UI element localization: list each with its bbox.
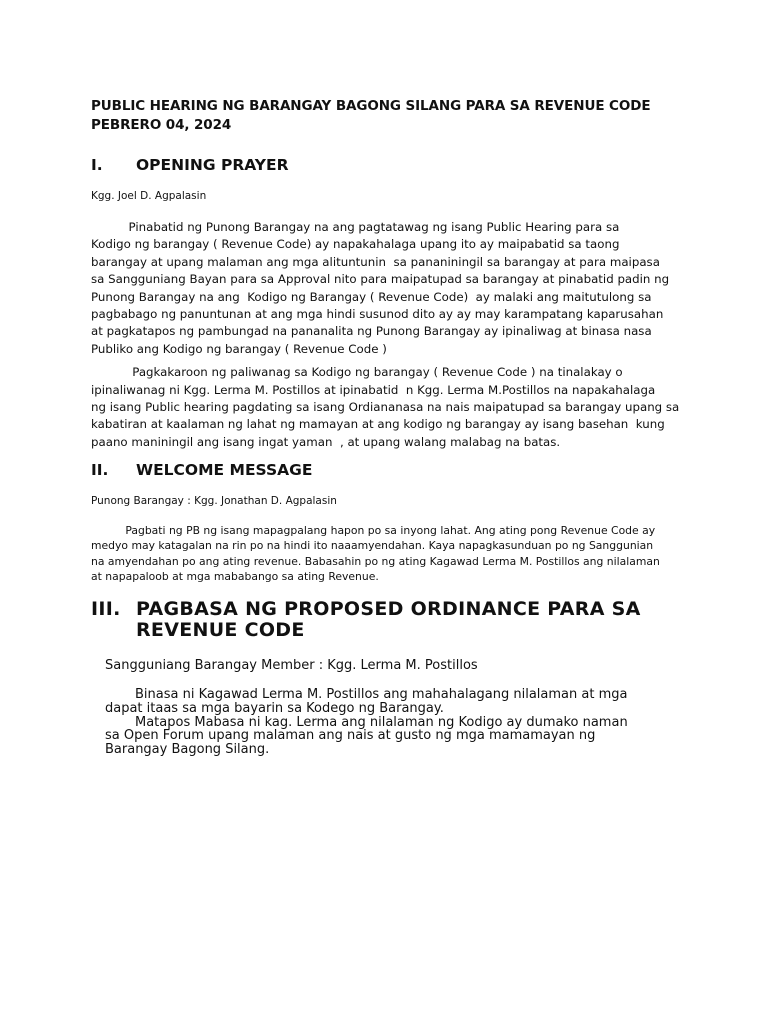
paragraph-line: at pagkatapos ng pambungad na pananalita ng Punong Barangay ay ipinaliwag at binasa nasa bbox=[91, 324, 652, 339]
paragraph-line: Pinabatid ng Punong Barangay na ang pagtatawag ng isang Public Hearing para sa bbox=[91, 220, 620, 234]
section-3-title-line-2: REVENUE CODE bbox=[136, 619, 305, 642]
section-1-number: I. bbox=[91, 156, 103, 174]
section-2-title: WELCOME MESSAGE bbox=[136, 461, 313, 480]
section-1-speaker: Kgg. Joel D. Agpalasin bbox=[91, 190, 207, 202]
paragraph-line: at napapaloob at mga mababango sa ating Revenue. bbox=[91, 569, 379, 583]
paragraph-line: Binasa ni Kagawad Lerma M. Postillos ang mahahalagang nilalaman at mga bbox=[135, 687, 628, 703]
title-line-1: PUBLIC HEARING NG BARANGAY BAGONG SILANG PARA SA REVENUE CODE bbox=[91, 98, 651, 114]
section-2-number: II. bbox=[91, 461, 109, 480]
paragraph-line: na amyendahan po ang ating revenue. Babasahin po ng ating Kagawad Lerma M. Postillos ang nilalaman bbox=[91, 554, 660, 568]
paragraph-line: sa Sangguniang Bayan para sa Approval nito para maipatupad sa barangay at pinabatid padin ng bbox=[91, 272, 670, 287]
paragraph-line: pagbabago ng panuntunan at ang mga hindi susunod dito ay ay may karampatang kaparusahan bbox=[91, 307, 664, 322]
paragraph-line: barangay at upang malaman ang mga alituntunin sa pananiningil sa barangay at para maipasa bbox=[91, 254, 660, 269]
paragraph-line: kabatiran at kaalaman ng lahat ng mamayan at ang kodigo ng barangay ay isang basehan kung bbox=[91, 417, 665, 432]
paragraph-line: Punong Barangay na ang Kodigo ng Barangay ( Revenue Code) ay malaki ang maitutulong sa bbox=[91, 289, 652, 304]
paragraph-line: medyo may katagalan na rin po na hindi ito naaamyendahan. Kaya napagkasunduan po ng Sanggunian bbox=[91, 539, 654, 553]
paragraph-line: Publiko ang Kodigo ng barangay ( Revenue Code ) bbox=[91, 341, 387, 356]
title-date: PEBRERO 04, 2024 bbox=[91, 117, 232, 133]
section-2-speaker: Punong Barangay : Kgg. Jonathan D. Agpalasin bbox=[91, 495, 337, 508]
section-1-paragraph-1 bbox=[91, 219, 691, 358]
section-3-paragraph bbox=[91, 688, 691, 757]
paragraph-line: dapat itaas sa mga bayarin sa Kodego ng Barangay. bbox=[105, 700, 444, 716]
section-3-title-line-1: PAGBASA NG PROPOSED ORDINANCE PARA SA bbox=[136, 598, 641, 621]
section-1-title: OPENING PRAYER bbox=[136, 156, 289, 174]
paragraph-line: Barangay Bagong Silang. bbox=[105, 742, 270, 758]
paragraph-line: Kodigo ng barangay ( Revenue Code) ay napakahalaga upang ito ay maipabatid sa taong bbox=[91, 237, 620, 252]
document-page bbox=[91, 97, 691, 757]
section-3-heading bbox=[91, 599, 691, 641]
section-2-heading bbox=[91, 460, 691, 480]
document-title bbox=[91, 97, 691, 135]
paragraph-line: ng isang Public hearing pagdating sa isang Ordiananasa na nais maipatupad sa barangay upang sa bbox=[91, 400, 680, 415]
paragraph-line: ipinaliwanag ni Kgg. Lerma M. Postillos at ipinabatid n Kgg. Lerma M.Postillos na napakahalaga bbox=[91, 382, 656, 397]
paragraph-line: paano maniningil ang isang ingat yaman , at upang walang malabag na batas. bbox=[91, 434, 561, 449]
section-1-heading bbox=[91, 155, 691, 175]
paragraph-line: Pagbati ng PB ng isang mapagpalang hapon po sa inyong lahat. Ang ating pong Revenue Code ay bbox=[91, 524, 656, 538]
paragraph-line: Pagkakaroon ng paliwanag sa Kodigo ng barangay ( Revenue Code ) na tinalakay o bbox=[91, 365, 623, 380]
section-3-number: III. bbox=[91, 598, 121, 621]
section-1-paragraph-2 bbox=[91, 364, 691, 451]
section-3-speaker: Sangguniang Barangay Member : Kgg. Lerma M. Postillos bbox=[105, 658, 478, 674]
paragraph-line: Matapos Mabasa ni kag. Lerma ang nilalaman ng Kodigo ay dumako naman bbox=[135, 714, 628, 730]
section-2-paragraph bbox=[91, 523, 691, 584]
paragraph-line: sa Open Forum upang malaman ang nais at gusto ng mga mamamayan ng bbox=[105, 728, 596, 744]
